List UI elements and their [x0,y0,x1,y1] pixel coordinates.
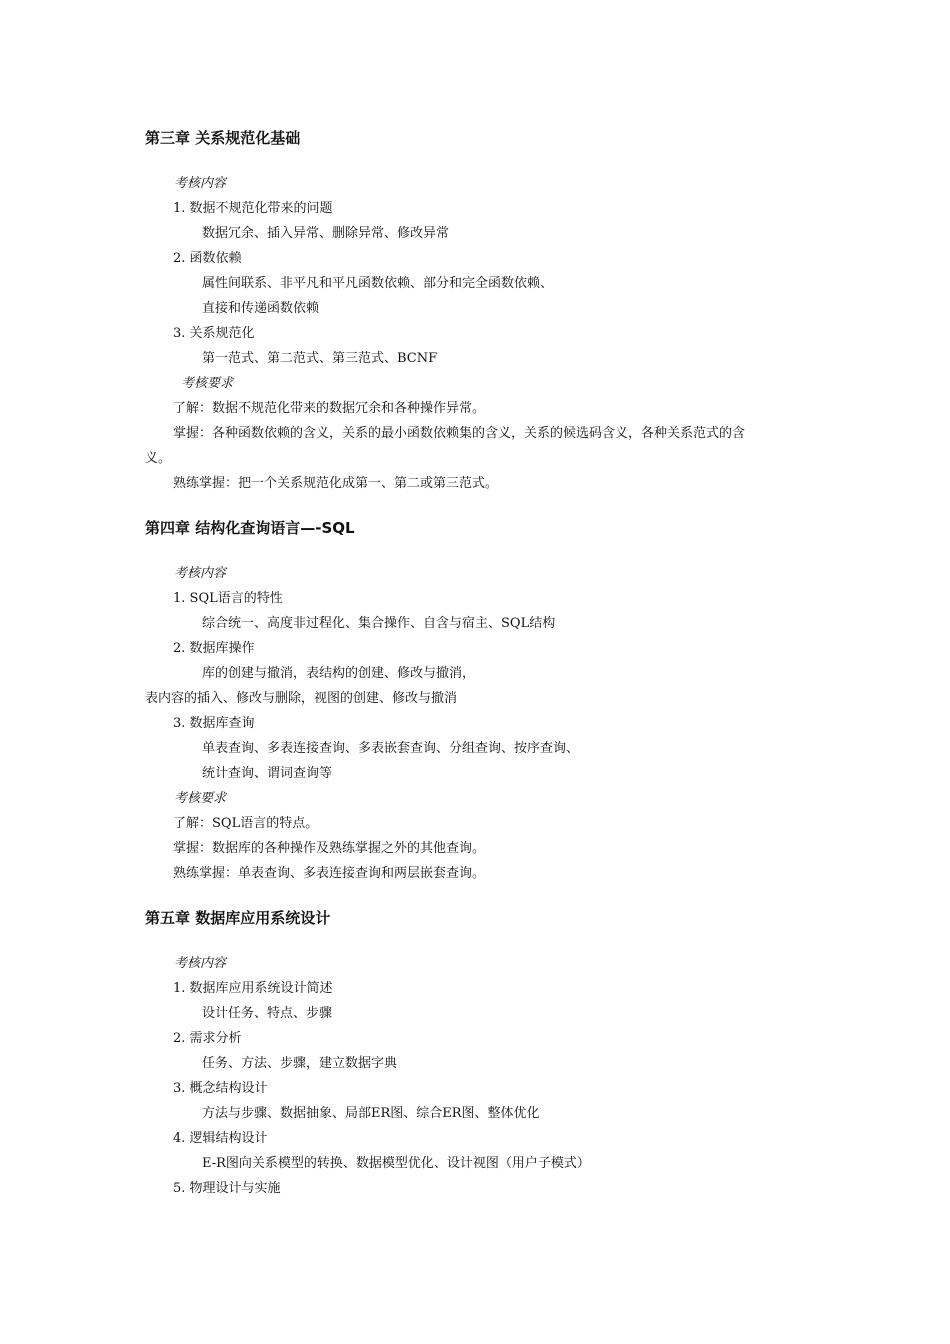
chapter-4-item-3: 3. 数据库查询 [173,716,255,731]
chapter-4-item-3-detail-2: 统计查询、谓词查询等 [202,766,333,781]
chapter-4-item-3-detail-1: 单表查询、多表连接查询、多表嵌套查询、分组查询、按序查询、 [202,741,580,756]
chapter-4-item-2: 2. 数据库操作 [173,641,255,656]
chapter-3-item-3: 3. 关系规范化 [173,326,255,341]
chapter-4-item-2-detail-1: 库的创建与撤消，表结构的创建、修改与撤消， [202,666,476,681]
chapter-3-req-master: 掌握：各种函数依赖的含义，关系的最小函数依赖集的含义，关系的候选码含义，各种关系范式的含 [173,426,746,441]
chapter-3-title: 第三章 关系规范化基础 [145,129,301,147]
chapter-4-requirements-label: 考核要求 [174,791,227,806]
chapter-5-item-4-detail: E-R图向关系模型的转换、数据模型优化、设计视图（用户子模式） [202,1156,590,1171]
chapter-3-item-2: 2. 函数依赖 [173,251,242,266]
chapter-4-item-1-detail: 综合统一、高度非过程化、集合操作、自含与宿主、SQL结构 [202,616,556,631]
chapter-5-item-1: 1. 数据库应用系统设计简述 [173,981,333,996]
chapter-5-item-1-detail: 设计任务、特点、步骤 [202,1006,333,1021]
chapter-5-item-4: 4. 逻辑结构设计 [173,1131,268,1146]
chapter-4-item-2-detail-2: 表内容的插入、修改与删除，视图的创建、修改与撤消 [145,691,458,706]
chapter-3-item-1: 1. 数据不规范化带来的问题 [173,201,333,216]
chapter-3-content-label: 考核内容 [174,176,227,191]
chapter-4-req-understand: 了解：SQL语言的特点。 [173,816,319,831]
chapter-3-req-proficient: 熟练掌握：把一个关系规范化成第一、第二或第三范式。 [173,476,499,491]
chapter-3-item-2-detail-2: 直接和传递函数依赖 [202,301,320,316]
chapter-4-content-label: 考核内容 [174,566,227,581]
chapter-3-item-1-detail: 数据冗余、插入异常、删除异常、修改异常 [202,226,450,241]
chapter-5-item-2-detail: 任务、方法、步骤，建立数据字典 [202,1056,398,1071]
chapter-5-content-label: 考核内容 [174,956,227,971]
chapter-5-item-3-detail: 方法与步骤、数据抽象、局部ER图、综合ER图、整体优化 [202,1106,540,1121]
chapter-4-req-proficient: 熟练掌握：单表查询、多表连接查询和两层嵌套查询。 [173,866,486,881]
chapter-4-req-master: 掌握：数据库的各种操作及熟练掌握之外的其他查询。 [173,841,486,856]
chapter-3-item-3-detail: 第一范式、第二范式、第三范式、BCNF [202,351,438,366]
chapter-5-title: 第五章 数据库应用系统设计 [145,909,331,927]
chapter-5-item-5: 5. 物理设计与实施 [173,1181,281,1196]
chapter-4-title: 第四章 结构化查询语言—-SQL [145,519,355,537]
chapter-5-item-2: 2. 需求分析 [173,1031,242,1046]
chapter-3-item-2-detail-1: 属性间联系、非平凡和平凡函数依赖、部分和完全函数依赖、 [202,276,554,291]
chapter-3-req-understand: 了解：数据不规范化带来的数据冗余和各种操作异常。 [173,401,486,416]
chapter-3-req-master-continued: 义。 [145,451,172,466]
chapter-4-item-1: 1. SQL语言的特性 [173,591,283,606]
chapter-3-requirements-label: 考核要求 [181,376,234,391]
chapter-5-item-3: 3. 概念结构设计 [173,1081,268,1096]
